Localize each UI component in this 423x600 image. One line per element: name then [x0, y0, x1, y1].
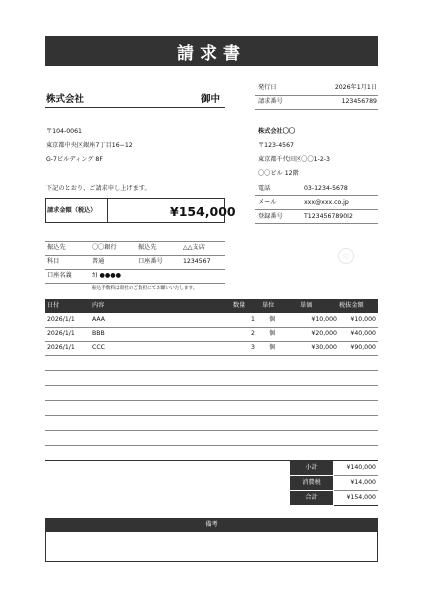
- issuer-mail: xxx@xxx.co.jp: [304, 199, 349, 206]
- row-divider: [45, 400, 378, 401]
- bank-account: 1234567: [183, 258, 211, 265]
- row-divider: [45, 415, 378, 416]
- invoice-number: 123456789: [341, 98, 377, 105]
- row-date: 2026/1/1: [47, 316, 75, 323]
- greeting-text: 下記のとおり、ご請求申し上げます。: [46, 185, 151, 192]
- bank-account-label: 口座番号: [138, 258, 163, 265]
- row-divider: [45, 445, 378, 446]
- table-row: [45, 341, 378, 355]
- client-underline: [45, 107, 225, 108]
- row-qty: 2: [251, 330, 255, 337]
- client-honorific: 御中: [201, 94, 221, 105]
- seal-stamp-icon: 印: [338, 248, 354, 264]
- subtotal-value: ¥140,000: [346, 464, 376, 471]
- header-price: 単価: [300, 302, 313, 309]
- client-name: 株式会社: [46, 94, 85, 105]
- issuer-reg-label: 登録番号: [258, 213, 283, 220]
- bank-type-label: 科目: [47, 258, 60, 265]
- tax-label: 消費税: [290, 476, 333, 490]
- header-content: 内容: [92, 302, 105, 309]
- subtotal-line: [334, 475, 378, 476]
- issuer-reg-line: [255, 223, 378, 224]
- issuer-tel: 03-1234-5678: [304, 185, 348, 192]
- client-address-line2: G-7ビルディング 8F: [46, 156, 103, 163]
- total-value: ¥154,000: [346, 494, 376, 501]
- remarks-box[interactable]: [45, 532, 378, 562]
- row-divider: [45, 430, 378, 431]
- bank-name: 〇〇銀行: [92, 244, 117, 251]
- issue-date-line: [255, 95, 378, 96]
- issuer-reg: T1234567890I2: [304, 213, 353, 220]
- issuer-address1: 東京都千代田区〇〇1-2-3: [258, 156, 330, 163]
- bank-transfer-label: 振込先: [47, 244, 66, 251]
- bank-branch-label: 振込先: [138, 244, 157, 251]
- row-unit: 個: [269, 316, 276, 323]
- row-divider: [45, 385, 378, 386]
- table-header: [45, 299, 378, 313]
- row-qty: 3: [251, 344, 255, 351]
- row-content: AAA: [92, 316, 106, 323]
- issue-date: 2026年1月1日: [334, 84, 377, 91]
- row-unit: 個: [269, 344, 276, 351]
- row-amount: ¥90,000: [350, 344, 376, 351]
- client-address-line1: 東京都中央区銀座7丁目16−12: [46, 142, 133, 149]
- row-divider: [45, 341, 378, 342]
- total-line: [334, 505, 378, 506]
- row-content: CCC: [92, 344, 105, 351]
- invoice-number-label: 請求番号: [258, 98, 283, 105]
- amount-value: ¥154,000: [170, 204, 236, 219]
- header-date: 日付: [47, 302, 60, 309]
- subtotal-label: 小計: [290, 461, 333, 475]
- issuer-tel-label: 電話: [258, 185, 271, 192]
- bank-type: 普通: [92, 258, 105, 265]
- row-price: ¥10,000: [311, 316, 337, 323]
- bank-branch: △△支店: [183, 244, 205, 251]
- remarks-header: 備考: [45, 518, 378, 532]
- row-date: 2026/1/1: [47, 330, 75, 337]
- row-divider: [45, 327, 378, 328]
- issuer-tel-line: [255, 195, 378, 196]
- bank-top-line: [45, 241, 225, 242]
- row-date: 2026/1/1: [47, 344, 75, 351]
- total-label: 合計: [290, 491, 333, 505]
- row-unit: 個: [269, 330, 276, 337]
- issuer-mail-line: [255, 209, 378, 210]
- amount-divider: [107, 198, 108, 223]
- invoice-number-line: [255, 109, 378, 110]
- issuer-company: 株式会社〇〇: [258, 128, 296, 135]
- document-title: 請求書: [45, 36, 378, 66]
- bank-line-2: [45, 255, 225, 256]
- tax-value: ¥14,000: [350, 479, 376, 486]
- bank-holder: ｶ) ●●●●: [92, 272, 122, 279]
- issuer-postal: 〒123-4567: [258, 142, 294, 149]
- row-divider: [45, 370, 378, 371]
- issuer-address2: 〇〇ビル 12階: [258, 170, 299, 177]
- tax-line: [334, 490, 378, 491]
- bank-line-4: [45, 283, 225, 284]
- header-qty: 数量: [233, 302, 246, 309]
- table-row: [45, 313, 378, 327]
- row-amount: ¥10,000: [350, 316, 376, 323]
- issue-date-label: 発行日: [258, 84, 277, 91]
- bank-fee-note: 振込手数料は貴社のご負担にてお願いいたします。: [92, 286, 198, 291]
- bank-line-3: [45, 269, 225, 270]
- bank-holder-label: 口座名義: [47, 272, 72, 279]
- header-unit: 単位: [262, 302, 275, 309]
- row-price: ¥20,000: [311, 330, 337, 337]
- row-divider: [45, 355, 378, 356]
- row-amount: ¥40,000: [350, 330, 376, 337]
- client-postal: 〒104-0061: [46, 128, 82, 135]
- header-amount: 税抜金額: [339, 302, 364, 309]
- issuer-mail-label: メール: [258, 199, 277, 206]
- row-qty: 1: [251, 316, 255, 323]
- row-price: ¥30,000: [311, 344, 337, 351]
- table-row: [45, 327, 378, 341]
- amount-label: 請求金額（税込）: [47, 207, 97, 214]
- row-content: BBB: [92, 330, 105, 337]
